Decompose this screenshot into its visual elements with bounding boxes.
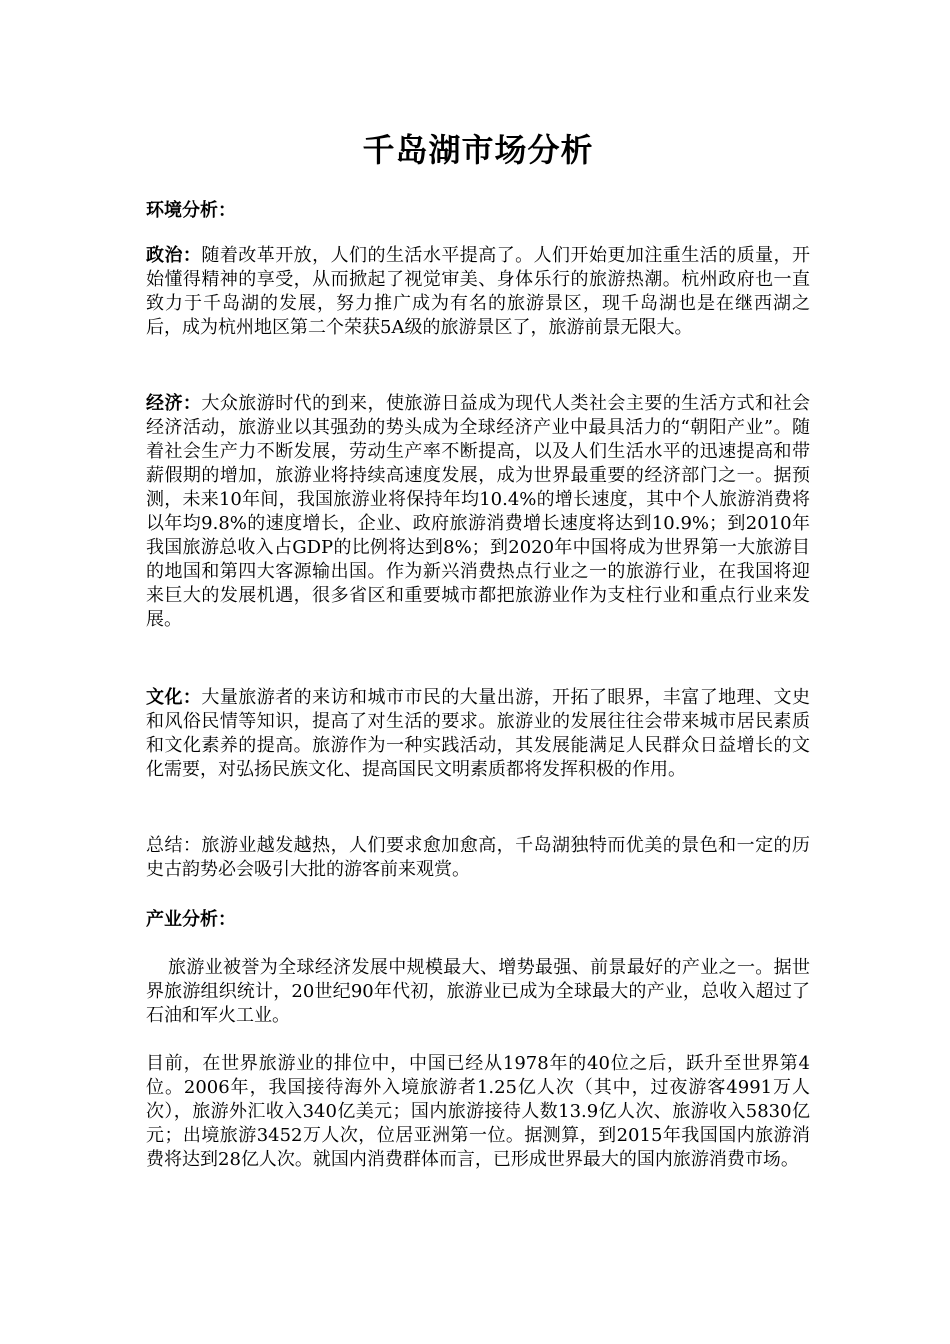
section-heading-environment: 环境分析： [146,200,236,221]
paragraph-industry-1: 旅游业被誉为全球经济发展中规模最大、增势最强、前景最好的产业之一。据世界旅游组织统计，20世纪90年代初，旅游业已成为全球最大的产业，总收入超过了石油和军火工业。 [146,957,810,1026]
economy-text: 大众旅游时代的到来，使旅游日益成为现代人类社会主要的生活方式和社会经济活动，旅游业以其强劲的势头成为全球经济产业中最具活力的“朝阳产业”。随着社会生产力不断发展，劳动生产率不断提高，以及人们生活水平的迅速提高和带薪假期的增加，旅游业将持续高速度发展，成为世界最重要的经济部门之一。据预测，未来10年间，我国旅游业将保持年均10.4%的增长速度，其中个人旅游消费将以年均9.8%的速度增长，企业、政府旅游消费增长速度将达到10.9%；到2010年我国旅游总收入占GDP的比例将达到8%；到2020年中国将成为世界第一大旅游目的地国和第四大客源输出国。作为新兴消费热点行业之一的旅游行业，在我国将迎来巨大的发展机遇，很多省区和重要城市都把旅游业作为支柱行业和重点行业来发展。 [146,393,811,630]
paragraph-politics [146,244,810,340]
paragraph-summary: 总结：旅游业越发越热，人们要求愈加愈高，千岛湖独特而优美的景色和一定的历史古韵势必会吸引大批的游客前来观赏。 [146,835,810,880]
section-heading-industry: 产业分析： [146,909,236,930]
politics-label: 政治： [146,245,202,266]
paragraph-economy [146,392,810,632]
paragraph-industry-2: 目前，在世界旅游业的排位中，中国已经从1978年的40位之后，跃升至世界第4位。2006年，我国接待海外入境旅游者1.25亿人次（其中，过夜游客4991万人次），旅游外汇收入340亿美元；国内旅游接待人数13.9亿人次、旅游收入5830亿元；出境旅游3452万人次，位居亚洲第一位。据测算，到2015年我国国内旅游消费将达到28亿人次。就国内消费群体而言，已形成世界最大的国内旅游消费市场。 [146,1053,810,1170]
paragraph-culture [146,686,810,782]
economy-label: 经济： [146,393,202,414]
culture-label: 文化： [146,687,202,708]
document-title: 千岛湖市场分析 [362,131,594,169]
politics-text: 随着改革开放，人们的生活水平提高了。人们开始更加注重生活的质量，开始懂得精神的享受，从而掀起了视觉审美、身体乐行的旅游热潮。杭州政府也一直致力于千岛湖的发展，努力推广成为有名的旅游景区，现千岛湖也是在继西湖之后，成为杭州地区第二个荣获5A级的旅游景区了，旅游前景无限大。 [146,245,811,338]
culture-text: 大量旅游者的来访和城市市民的大量出游，开拓了眼界，丰富了地理、文史和风俗民情等知识，提高了对生活的要求。旅游业的发展往往会带来城市居民素质和文化素养的提高。旅游作为一种实践活动，其发展能满足人民群众日益增长的文化需要，对弘扬民族文化、提高国民文明素质都将发挥积极的作用。 [146,687,811,780]
